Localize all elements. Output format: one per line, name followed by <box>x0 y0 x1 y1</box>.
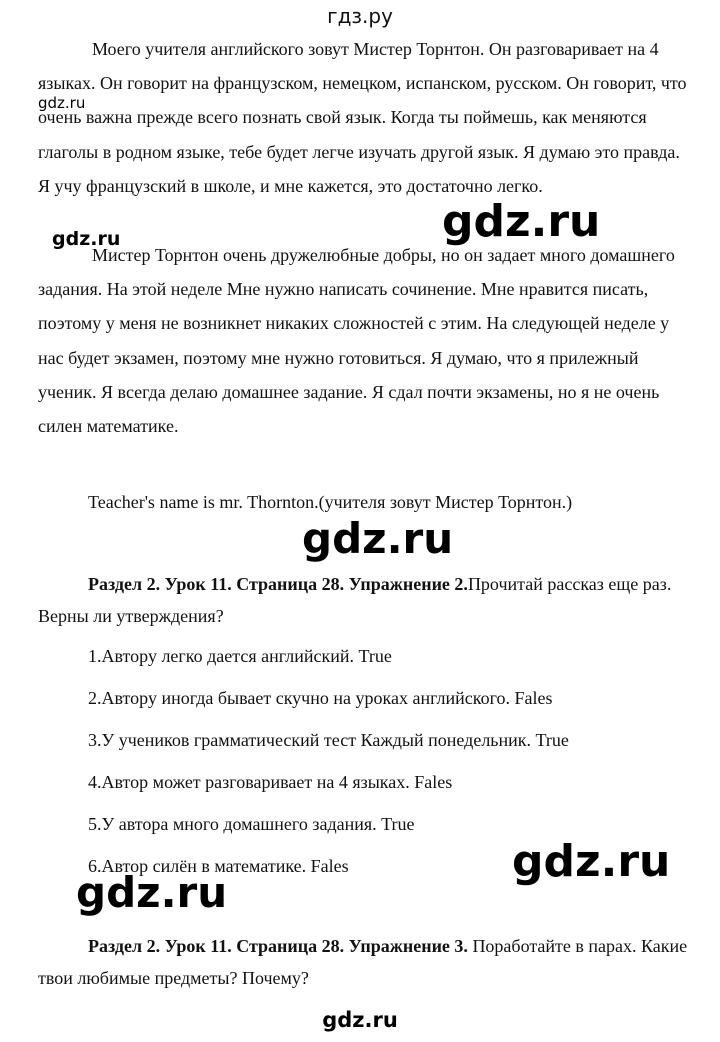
story-paragraph-1-text: Моего учителя английского зовут Мистер Торнтон. Он разговаривает на 4 языках. Он говорит на французском, немецком, испанском, русском. Он говорит, что очень важна прежде всего познать свой язык. Когда ты поймешь, как меняются глаголы в родном языке, тебе будет легче изучать другой язык. Я думаю это правда. Я учу французский в школе, и мне кажется, это достаточно легко. <box>38 39 687 196</box>
statement-item: 1.Автору легко дается английский. True <box>88 646 392 666</box>
site-header: гдз.ру <box>327 4 393 28</box>
story-paragraph-2 <box>38 238 688 443</box>
watermark-large: gdz.ru <box>442 196 601 247</box>
exercise-3-task <box>38 930 688 994</box>
watermark-large: gdz.ru <box>76 868 228 917</box>
story-paragraph-2-text: Мистер Торнтон очень дружелюбные добры, но он задает много домашнего задания. На этой неделе Мне нужно написать сочинение. Мне нравится писать, поэтому у меня не возникнет никаких сложностей с этим. На следующей неделе у нас будет экзамен, поэтому мне нужно готовиться. Я думаю, что я прилежный ученик. Я всегда делаю домашнее задание. Я сдал почти экзамены, но я не очень силен математике. <box>38 245 675 437</box>
statement-item: 4.Автор может разговаривает на 4 языках. Fales <box>88 772 453 792</box>
exercise-2-task <box>38 568 688 632</box>
statement-item: 2.Автору иногда бывает скучно на уроках английского. Fales <box>88 688 553 708</box>
story-paragraph-1 <box>38 32 688 203</box>
exercise-2-heading: Раздел 2. Урок 11. Страница 28. Упражнение 2. <box>88 574 468 594</box>
watermark-footer: gdz.ru <box>322 1008 398 1032</box>
statement-item: 3.У учеников грамматический тест Каждый понедельник. True <box>88 730 569 750</box>
watermark-small: gdz.ru <box>52 228 121 250</box>
exercise-2-instruction: Прочитай рассказ еще раз. Верны ли утверждения? <box>38 574 672 626</box>
watermark-large: gdz.ru <box>302 514 454 563</box>
teacher-name-line: Teacher's name is mr. Thornton.(учителя зовут Мистер Торнтон.) <box>88 492 573 512</box>
watermark-large: gdz.ru <box>512 836 671 887</box>
statement-item: 6.Автор силён в математике. Fales <box>88 856 349 876</box>
statement-item: 5.У автора много домашнего задания. True <box>88 814 415 834</box>
watermark-small: gdz.ru <box>38 94 86 112</box>
exercise-3-heading: Раздел 2. Урок 11. Страница 28. Упражнение 3. <box>88 936 468 956</box>
exercise-3-instruction: Поработайте в парах. Какие твои любимые предметы? Почему? <box>38 936 688 988</box>
